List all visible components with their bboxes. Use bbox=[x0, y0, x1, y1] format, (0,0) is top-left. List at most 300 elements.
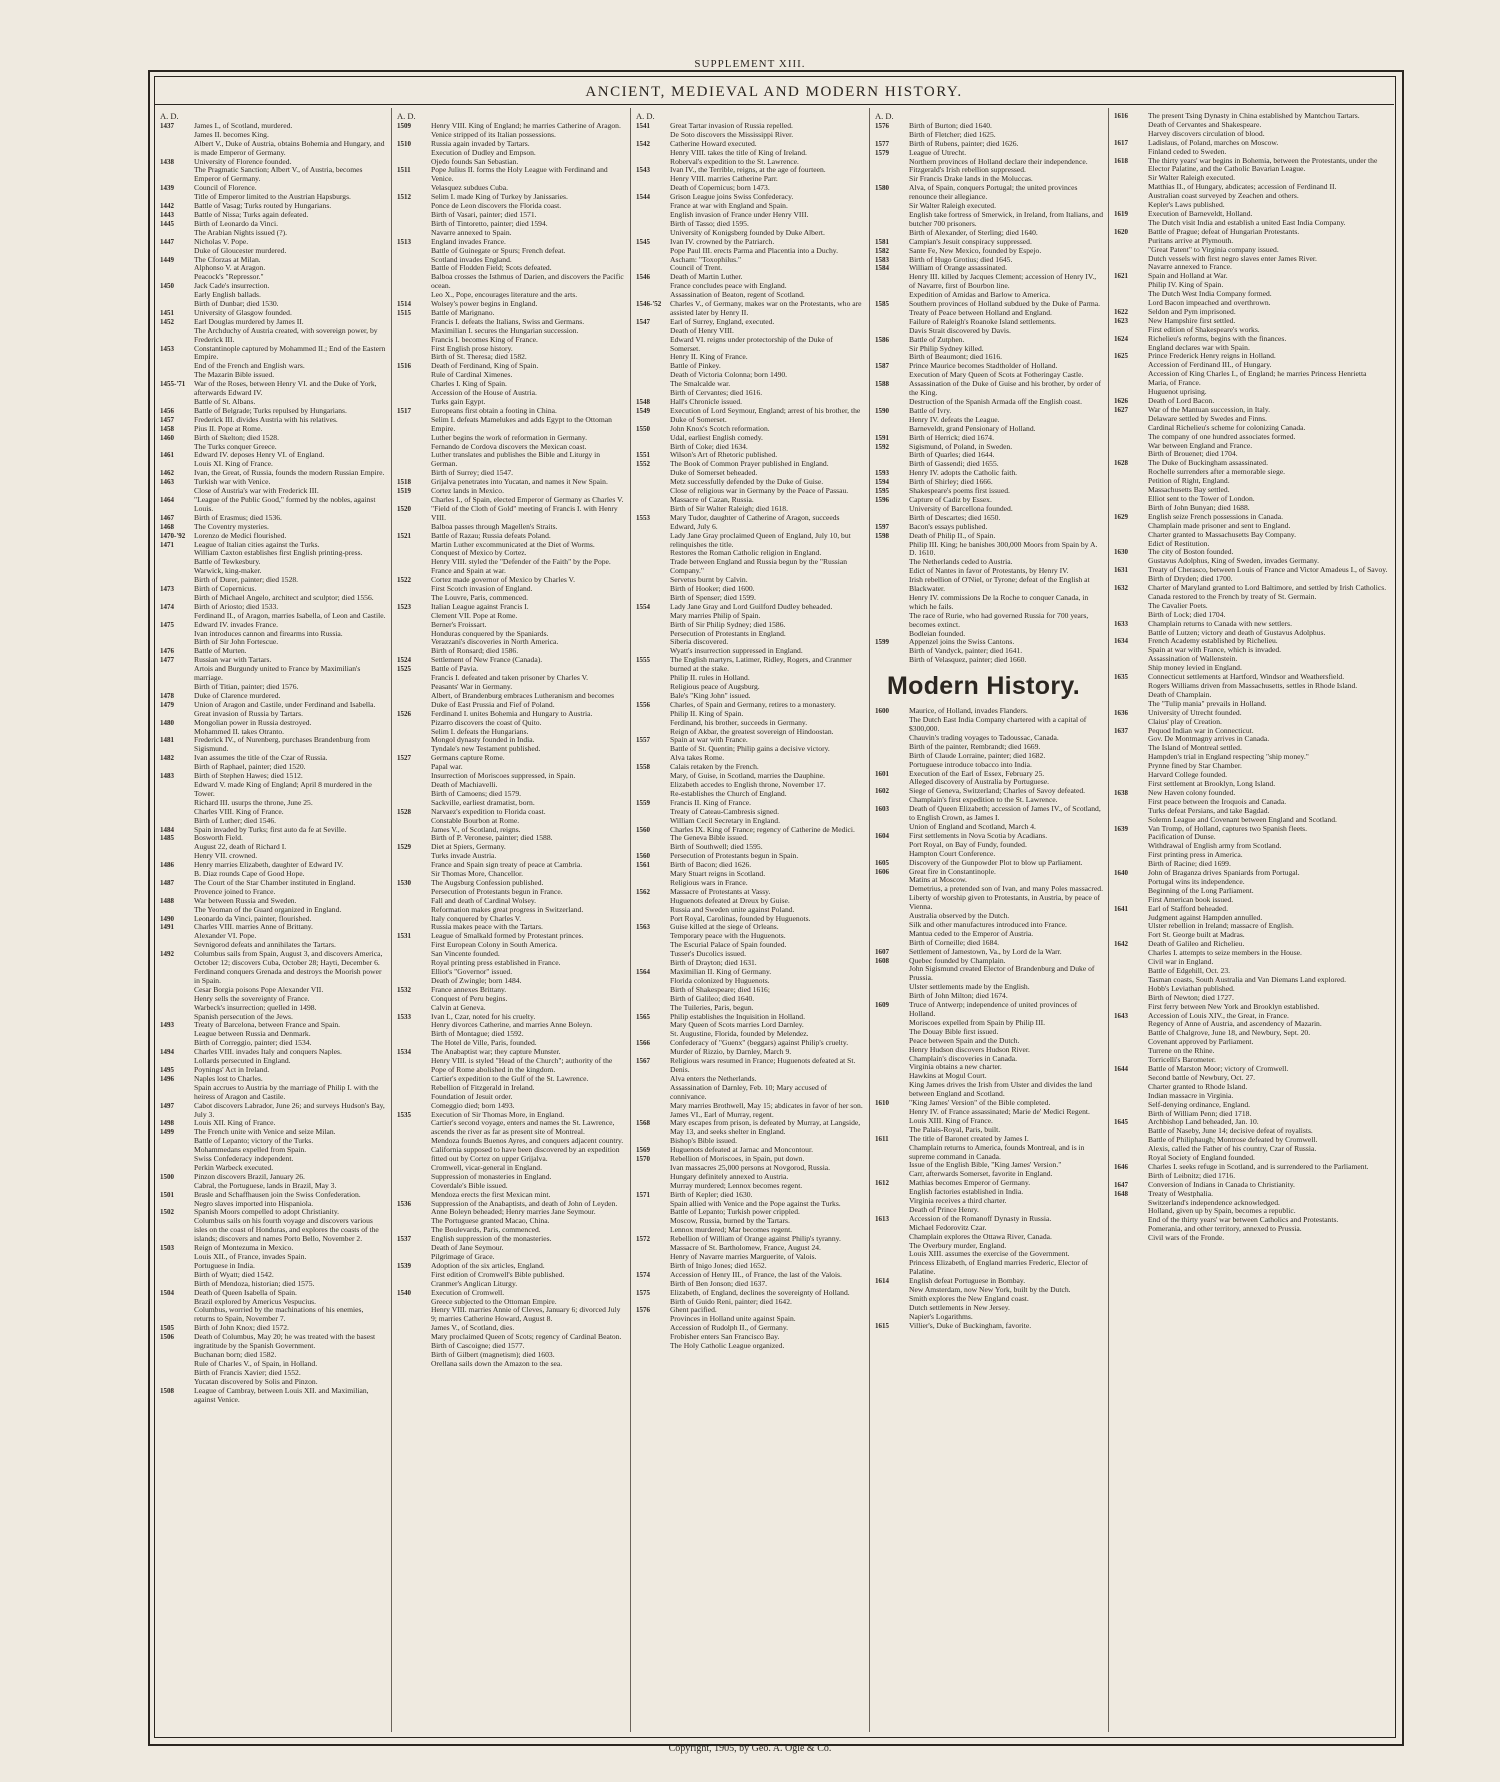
entry-year bbox=[397, 1075, 431, 1084]
entry-year: 1525 bbox=[397, 665, 411, 674]
entry-year bbox=[636, 1075, 670, 1084]
entry-year bbox=[397, 256, 431, 265]
entry-year bbox=[636, 834, 670, 843]
entry-text: Henry VIII. is styled "Head of the Church"; authority of the Pope of Rome abolished in the kingdom. bbox=[431, 1056, 613, 1074]
entry-text: Great fire in Constantinople. bbox=[909, 866, 996, 876]
entry-year bbox=[636, 469, 670, 478]
history-entry bbox=[1114, 157, 1388, 175]
entry-text: Pizarro discovers the coast of Quito. bbox=[431, 717, 542, 727]
entry-year: 1492 bbox=[160, 950, 174, 959]
entry-text: Charles I. seeks refuge in Scotland, and is surrendered to the Parliament. bbox=[1148, 1161, 1369, 1171]
entry-text: Sir Walter Raleigh executed. bbox=[909, 201, 996, 211]
entry-year: 1475 bbox=[160, 620, 174, 629]
entry-year: 1480 bbox=[160, 718, 174, 727]
entry-text: The Dutch East India Company chartered with a capital of $300,000. bbox=[909, 715, 1087, 733]
entry-year bbox=[875, 656, 909, 665]
entry-year: 1509 bbox=[397, 121, 411, 130]
entry-text: Southern provinces of Holland subdued by the Duke of Parma. bbox=[909, 299, 1101, 309]
entry-year: 1602 bbox=[875, 787, 889, 796]
entry-year: 1479 bbox=[160, 700, 174, 709]
entry-year bbox=[636, 532, 670, 550]
entry-text: Russian war with Tartars. bbox=[194, 655, 272, 665]
entry-year bbox=[1114, 486, 1148, 495]
entry-year: 1640 bbox=[1114, 869, 1128, 878]
entry-text: England declares war with Spain. bbox=[1148, 342, 1250, 352]
entry-text: Henry sells the sovereignty of France. bbox=[194, 993, 310, 1003]
entry-year bbox=[636, 959, 670, 968]
entry-year bbox=[875, 1046, 909, 1055]
entry-text: Brazil explored by Americus Vespucius. bbox=[194, 1296, 316, 1306]
entry-year: 1580 bbox=[875, 184, 889, 193]
entry-year bbox=[1114, 833, 1148, 842]
entry-year: 1587 bbox=[875, 362, 889, 371]
entry-text: Battle of Razau; Russia defeats Poland. bbox=[431, 530, 551, 540]
entry-text: Execution of Mary Queen of Scots at Fotheringay Castle. bbox=[909, 370, 1084, 380]
entry-text: League of Smalkald formed by Protestant princes. bbox=[431, 931, 584, 941]
entry-year bbox=[160, 1280, 194, 1289]
entry-text: Battle of Zutphen. bbox=[909, 334, 965, 344]
entry-text: Mohammedans expelled from Spain. bbox=[194, 1145, 307, 1155]
entry-text: Indian massacre in Virginia. bbox=[1148, 1090, 1234, 1100]
entry-text: University of Barcellona founded. bbox=[909, 503, 1013, 513]
entry-year bbox=[636, 175, 670, 184]
entry-year bbox=[875, 1259, 909, 1277]
entry-text: Birth of Velasquez, painter; died 1660. bbox=[909, 655, 1027, 665]
entry-year: 1470-'92 bbox=[160, 531, 186, 540]
entry-text: First edition of Cromwell's Bible published. bbox=[431, 1269, 565, 1279]
entry-year bbox=[1114, 842, 1148, 851]
entry-year bbox=[1114, 896, 1148, 905]
entry-year: 1548 bbox=[636, 398, 650, 406]
entry-text: Suppression of the Anabaptists, and death of John of Leyden. bbox=[431, 1198, 618, 1208]
entry-year bbox=[636, 612, 670, 621]
history-entry bbox=[875, 273, 1103, 291]
entry-text: Mendoza founds Buenos Ayres, and conquers adjacent country. bbox=[431, 1136, 624, 1146]
entry-text: Ivan assumes the title of the Czar of Russia. bbox=[194, 753, 328, 763]
entry-year bbox=[875, 558, 909, 567]
entry-text: Lady Jane Gray and Lord Guilford Dudley beheaded. bbox=[670, 601, 833, 611]
entry-year: 1461 bbox=[160, 451, 174, 460]
entry-text: Cranmer's Anglican Liturgy. bbox=[431, 1278, 518, 1288]
entry-text: Conquest of Mexico by Cortez. bbox=[431, 548, 527, 558]
entry-text: Hawkins at Mogul Court. bbox=[909, 1071, 987, 1081]
entry-year bbox=[875, 912, 909, 921]
column-year-header: A. D. bbox=[875, 112, 894, 121]
entry-text: Philip IV. King of Spain. bbox=[1148, 280, 1224, 290]
entry-text: Navarre annexed to France. bbox=[1148, 262, 1232, 272]
entry-year: 1511 bbox=[397, 166, 411, 175]
entry-year bbox=[636, 558, 670, 576]
entry-text: The French unite with Venice and seize Milan. bbox=[194, 1127, 336, 1137]
entry-year bbox=[875, 202, 909, 211]
entry-text: Philip II. rules in Holland. bbox=[670, 673, 750, 683]
entry-text: Death of Victoria Colonna; born 1490. bbox=[670, 370, 788, 380]
entry-year: 1554 bbox=[636, 602, 650, 611]
entry-text: Battle of Vasag; Turks routed by Hungarians. bbox=[194, 201, 332, 211]
entry-year bbox=[875, 291, 909, 300]
entry-text: The Cforzas at Milan. bbox=[194, 254, 261, 264]
entry-year: 1630 bbox=[1114, 548, 1128, 557]
entry-year: 1522 bbox=[397, 576, 411, 585]
entry-text: Udal, earliest English comedy. bbox=[670, 432, 763, 442]
entry-year: 1524 bbox=[397, 656, 411, 665]
entry-text: Treaty of Barcelona, between France and Spain. bbox=[194, 1020, 341, 1030]
entry-year: 1558 bbox=[636, 763, 650, 772]
entry-year: 1537 bbox=[397, 1235, 411, 1244]
entry-year bbox=[636, 1208, 670, 1217]
entry-text: New Haven colony founded. bbox=[1148, 787, 1236, 797]
entry-text: Birth of Guido Reni, painter; died 1642. bbox=[670, 1296, 792, 1306]
entry-year: 1576 bbox=[875, 121, 889, 130]
entry-text: War of the Mantuan succession, in Italy. bbox=[1148, 404, 1271, 414]
entry-text: Pope Paul III. erects Parma and Placentia into a Duchy. bbox=[670, 245, 838, 255]
entry-year bbox=[875, 353, 909, 362]
entry-year bbox=[636, 247, 670, 256]
entry-text: Delaware settled by Swedes and Finns. bbox=[1148, 413, 1267, 423]
entry-text: Sackville, earliest dramatist, born. bbox=[431, 797, 535, 807]
entry-year bbox=[160, 843, 194, 852]
entry-year bbox=[397, 950, 431, 959]
page-title: ANCIENT, MEDIEVAL AND MODERN HISTORY. bbox=[585, 84, 963, 100]
entry-year bbox=[1114, 1136, 1148, 1145]
history-entry bbox=[875, 612, 1103, 630]
entry-year: 1584 bbox=[875, 264, 889, 273]
entry-year bbox=[875, 1197, 909, 1206]
entry-text: Withdrawal of English army from Scotland. bbox=[1148, 841, 1282, 851]
entry-year bbox=[875, 131, 909, 140]
entry-text: Birth of Alexander, of Sterling; died 1640. bbox=[909, 227, 1038, 237]
history-entry bbox=[397, 505, 625, 523]
entry-year bbox=[397, 995, 431, 1004]
entry-year bbox=[397, 496, 431, 505]
entry-year bbox=[636, 1244, 670, 1253]
entry-text: Leo X., Pope, encourages literature and the arts. bbox=[431, 290, 578, 300]
entry-text: End of the French and English wars. bbox=[194, 361, 305, 371]
entry-text: Birth of Cervantes; died 1616. bbox=[670, 388, 763, 398]
entry-year: 1495 bbox=[160, 1065, 174, 1074]
entry-text: Hall's Chronicle issued. bbox=[670, 397, 743, 406]
entry-year bbox=[636, 184, 670, 193]
entry-year: 1501 bbox=[160, 1190, 174, 1199]
entry-text: Spain at war with France, which is invaded. bbox=[1148, 645, 1282, 655]
entry-year: 1639 bbox=[1114, 824, 1128, 833]
entry-text: Henry III. killed by Jacques Clement; accession of Henry IV., of Navarre, first of Bourbon line. bbox=[909, 272, 1097, 291]
entry-text: Spanish Moors compelled to adopt Christianity. bbox=[194, 1207, 340, 1217]
entry-text: The Mazarin Bible issued. bbox=[194, 370, 275, 380]
entry-text: Birth of Corneille; died 1684. bbox=[909, 937, 1000, 947]
entry-year bbox=[875, 1117, 909, 1126]
entry-text: Ferdinand, his brother, succeeds in Germany. bbox=[670, 717, 808, 727]
entry-text: Hobb's Leviathan published. bbox=[1148, 983, 1235, 993]
entry-year bbox=[636, 1030, 670, 1039]
entry-text: Grijalva penetrates into Yucatan, and names it New Spain. bbox=[431, 477, 608, 487]
entry-text: Napier's Logarithms. bbox=[909, 1311, 973, 1321]
entry-year: 1488 bbox=[160, 896, 174, 905]
entry-year: 1610 bbox=[875, 1099, 889, 1108]
history-entry bbox=[160, 166, 386, 184]
entry-year: 1532 bbox=[397, 985, 411, 994]
entry-year: 1455-'71 bbox=[160, 380, 186, 389]
entry-text: League of Italian cities against the Turks. bbox=[194, 539, 320, 549]
entry-year bbox=[636, 915, 670, 924]
entry-year bbox=[160, 291, 194, 300]
entry-text: Battle of Ivry. bbox=[909, 405, 952, 415]
entry-text: Charter granted to Rhode Island. bbox=[1148, 1081, 1248, 1091]
entry-year: 1452 bbox=[160, 317, 174, 326]
entry-text: First Scotch invasion of England. bbox=[431, 584, 533, 594]
entry-year bbox=[1114, 646, 1148, 655]
entry-text: Italy conquered by Charles V. bbox=[431, 913, 522, 923]
entry-year bbox=[636, 781, 670, 790]
entry-year bbox=[397, 416, 431, 434]
entry-year: 1615 bbox=[875, 1321, 889, 1330]
entry-year bbox=[875, 939, 909, 948]
entry-text: League between Russia and Denmark. bbox=[194, 1029, 311, 1039]
entry-text: Mary marries Brothwell, May 15; abdicates in favor of her son. bbox=[670, 1100, 863, 1110]
entry-year: 1539 bbox=[397, 1261, 411, 1270]
entry-text: Lord Bacon impeached and overthrown. bbox=[1148, 298, 1271, 308]
entry-year: 1596 bbox=[875, 495, 889, 504]
entry-year bbox=[397, 336, 431, 345]
entry-text: University of Utrecht founded. bbox=[1148, 707, 1242, 717]
entry-year bbox=[875, 1161, 909, 1170]
entry-text: Massacre of Protestants at Vassy. bbox=[670, 886, 771, 896]
entry-text: Sevnigorod defeats and annihilates the Tartars. bbox=[194, 940, 336, 950]
entry-year bbox=[875, 514, 909, 523]
entry-text: Lollards persecuted in England. bbox=[194, 1056, 291, 1066]
entry-text: Death of Machiavelli. bbox=[431, 779, 498, 789]
entry-year bbox=[636, 1048, 670, 1057]
entry-text: Calais retaken by the French. bbox=[670, 762, 759, 772]
entry-year bbox=[1114, 468, 1148, 477]
entry-year bbox=[636, 683, 670, 692]
entry-year bbox=[875, 1037, 909, 1046]
entry-text: Diet at Spiers, Germany. bbox=[431, 842, 506, 852]
entry-text: Assassination of Darnley, Feb. 10; Mary accused of connivance. bbox=[670, 1082, 828, 1101]
entry-year: 1636 bbox=[1114, 708, 1128, 717]
entry-year bbox=[160, 932, 194, 941]
entry-text: Louis XIII. King of France. bbox=[909, 1115, 993, 1125]
column-5 bbox=[1114, 112, 1388, 1732]
entry-year: 1622 bbox=[1114, 307, 1128, 316]
entry-text: Moriscoes expelled from Spain by Philip III. bbox=[909, 1017, 1046, 1027]
entry-year: 1512 bbox=[397, 193, 411, 202]
entry-text: Civil war in England. bbox=[1148, 957, 1214, 967]
entry-year bbox=[1114, 1127, 1148, 1136]
entry-text: Balboa crosses the Isthmus of Darien, and discovers the Pacific ocean. bbox=[431, 272, 624, 291]
entry-text: Prince Maurice becomes Stadtholder of Holland. bbox=[909, 361, 1058, 371]
entry-text: Birth of Galileo; died 1640. bbox=[670, 993, 755, 1003]
entry-year bbox=[397, 398, 431, 407]
entry-year bbox=[160, 229, 194, 238]
entry-year bbox=[875, 1108, 909, 1117]
entry-text: Mary escapes from prison, is defeated by Murray, at Langside, May 13, and seeks shelter in England. bbox=[670, 1118, 861, 1137]
entry-text: Philip establishes the Inquisition in Holland. bbox=[670, 1011, 805, 1021]
entry-text: Liberty of worship given to Protestants, in Austria, by peace of Vienna. bbox=[909, 893, 1101, 912]
entry-text: Francis I. defeated and taken prisoner by Charles V. bbox=[431, 673, 589, 683]
entry-text: Rebellion of William of Orange against Philip's tyranny. bbox=[670, 1234, 841, 1244]
entry-text: Birth of Newton; died 1727. bbox=[1148, 992, 1234, 1002]
entry-year bbox=[160, 799, 194, 808]
entry-year bbox=[636, 932, 670, 941]
entry-text: Henry IV. of France assassinated; Marie de' Medici Regent. bbox=[909, 1106, 1090, 1116]
entry-text: Birth of Dunbar; died 1530. bbox=[194, 299, 279, 309]
entry-text: First settlements in Nova Scotia by Acadians. bbox=[909, 830, 1048, 840]
entry-year bbox=[1114, 931, 1148, 940]
history-entry bbox=[875, 805, 1103, 823]
entry-text: Philip III. King; he banishes 300,000 Moors from Spain by A. D. 1610. bbox=[909, 539, 1098, 558]
entry-text: Battle of Belgrade; Turks repulsed by Hungarians. bbox=[194, 405, 347, 415]
entry-text: Ferdinand II., of Aragon, marries Isabella, of Leon and Castile. bbox=[194, 610, 386, 620]
entry-text: The Yeoman of the Guard organized in England. bbox=[194, 904, 342, 914]
entry-year: 1616 bbox=[1114, 112, 1128, 120]
entry-text: Cesar Borgia poisons Pope Alexander VII. bbox=[194, 984, 324, 994]
entry-text: Brasle and Schaffhausen join the Swiss Confederation. bbox=[194, 1189, 361, 1199]
entry-text: Australian coast surveyed by Zeachen and others. bbox=[1148, 191, 1299, 201]
entry-year bbox=[1114, 958, 1148, 967]
entry-text: Birth of Correggio, painter; died 1534. bbox=[194, 1038, 312, 1048]
entry-text: Birth of Ben Jonson; died 1637. bbox=[670, 1278, 768, 1288]
entry-year: 1642 bbox=[1114, 940, 1128, 949]
entry-year bbox=[397, 594, 431, 603]
title-divider bbox=[154, 104, 1394, 105]
entry-text: Port Royal, on Bay of Fundy, founded. bbox=[909, 839, 1027, 849]
entry-year: 1637 bbox=[1114, 726, 1128, 735]
entry-text: First American book issued. bbox=[1148, 894, 1234, 904]
entry-year bbox=[397, 834, 431, 843]
entry-year: 1456 bbox=[160, 406, 174, 415]
entry-text: Birth of Erasmus; died 1536. bbox=[194, 512, 282, 522]
entry-year bbox=[397, 541, 431, 550]
entry-year: 1643 bbox=[1114, 1011, 1128, 1020]
entry-year: 1605 bbox=[875, 858, 889, 867]
entry-text: English take fortress of Smerwick, in Ireland, from Italians, and butcher 700 prisoners. bbox=[909, 209, 1103, 228]
entry-text: Settlement of Jamestown, Va., by Lord de la Warr. bbox=[909, 946, 1062, 956]
history-entry bbox=[160, 1084, 386, 1102]
entry-text: Verazzani's discoveries in North America. bbox=[431, 637, 559, 647]
entry-year bbox=[1114, 504, 1148, 513]
entry-year: 1623 bbox=[1114, 316, 1128, 325]
entry-text: Bacon's essays published. bbox=[909, 521, 988, 531]
entry-text: Swiss Confederacy independent. bbox=[194, 1154, 294, 1164]
entry-year bbox=[160, 683, 194, 692]
entry-year bbox=[397, 647, 431, 656]
entry-text: English suppression of the monasteries. bbox=[431, 1234, 552, 1244]
entry-text: Siege of Geneva, Switzerland; Charles of Savoy defeated. bbox=[909, 786, 1086, 796]
entry-year: 1515 bbox=[397, 308, 411, 317]
entry-year bbox=[636, 505, 670, 514]
entry-year: 1595 bbox=[875, 487, 889, 496]
entry-year bbox=[1114, 575, 1148, 584]
entry-text: Appenzel joins the Swiss Cantons. bbox=[909, 637, 1015, 647]
entry-text: Birth of William Penn; died 1718. bbox=[1148, 1108, 1252, 1118]
entry-year bbox=[160, 1200, 194, 1209]
entry-text: Constable Bourbon at Rome. bbox=[431, 815, 520, 825]
entry-text: The Cavalier Poets. bbox=[1148, 600, 1208, 610]
entry-text: Martin Luther excommunicated at the Diet of Worms. bbox=[431, 539, 595, 549]
entry-text: Execution of Cromwell. bbox=[431, 1287, 505, 1297]
entry-text: Ivan introduces cannon and firearms into Russia. bbox=[194, 628, 343, 638]
entry-text: Accession of Louis XIV., the Great, in France. bbox=[1148, 1010, 1289, 1020]
history-entry bbox=[397, 692, 625, 710]
entry-text: Luther begins the work of reformation in Germany. bbox=[431, 432, 587, 442]
entry-text: Birth of John Milton; died 1674. bbox=[909, 991, 1008, 1001]
entry-year: 1565 bbox=[636, 1012, 650, 1021]
entry-text: Cartier's second voyage, enters and names the St. Lawrence, ascends the river as far as present site of Montreal. bbox=[431, 1118, 615, 1137]
entry-text: Birth of Coke; died 1634. bbox=[670, 441, 748, 451]
entry-year: 1458 bbox=[160, 424, 174, 433]
entry-text: The Geneva Bible issued. bbox=[670, 833, 749, 843]
entry-text: The Duke of Buckingham assassinated. bbox=[1148, 458, 1268, 468]
entry-text: France and Spain at war. bbox=[431, 566, 506, 576]
entry-text: Canada restored to the French by treaty of St. Germain. bbox=[1148, 591, 1317, 601]
entry-text: Birth of Leibnitz; died 1716. bbox=[1148, 1170, 1236, 1180]
entry-year bbox=[1114, 994, 1148, 1003]
entry-year bbox=[397, 1146, 431, 1164]
entry-year bbox=[397, 621, 431, 630]
entry-text: Execution of Dudley and Empson. bbox=[431, 147, 536, 157]
entry-text: Execution of Barneveldt, Holland. bbox=[1148, 208, 1253, 218]
entry-text: Birth of Southwell; died 1595. bbox=[670, 842, 763, 852]
entry-text: Sante Fe, New Mexico, founded by Espejo. bbox=[909, 245, 1042, 255]
entry-year bbox=[397, 1351, 431, 1360]
entry-year bbox=[160, 166, 194, 184]
entry-year bbox=[875, 841, 909, 850]
entry-year bbox=[160, 906, 194, 915]
entry-year: 1641 bbox=[1114, 904, 1128, 913]
entry-text: Francis I. defeats the Italians, Swiss and Germans. bbox=[431, 316, 585, 326]
entry-text: Duke of Clarence murdered. bbox=[194, 690, 281, 700]
entry-year bbox=[875, 1242, 909, 1251]
column-divider bbox=[391, 108, 392, 1732]
entry-text: Peasants' War in Germany. bbox=[431, 682, 513, 691]
entry-text: Reformation makes great progress in Switzerland. bbox=[431, 904, 584, 914]
entry-text: The race of Rurie, who had governed Russia for 700 years, becomes extinct. bbox=[909, 610, 1089, 629]
entry-year: 1477 bbox=[160, 656, 174, 665]
entry-year bbox=[397, 897, 431, 906]
entry-text: St. Augustine, Florida, founded by Melendez. bbox=[670, 1029, 809, 1039]
entry-year bbox=[397, 736, 431, 745]
entry-year bbox=[160, 1369, 194, 1378]
entry-year bbox=[1114, 1172, 1148, 1181]
entry-text: England invades France. bbox=[431, 236, 506, 246]
entry-year bbox=[397, 229, 431, 238]
entry-text: Bale's "King John" issued. bbox=[670, 690, 751, 700]
entry-year: 1530 bbox=[397, 878, 411, 887]
entry-text: Siberia discovered. bbox=[670, 637, 729, 647]
entry-year bbox=[636, 220, 670, 229]
entry-year bbox=[160, 1306, 194, 1324]
entry-year: 1562 bbox=[636, 887, 650, 896]
entry-year: 1611 bbox=[875, 1134, 889, 1143]
entry-year bbox=[160, 1360, 194, 1369]
entry-year bbox=[160, 781, 194, 799]
entry-text: Birth of Fletcher; died 1625. bbox=[909, 129, 996, 139]
entry-text: Champlain returns to America, founds Montreal, and is in supreme command in Canada. bbox=[909, 1142, 1085, 1161]
entry-year bbox=[636, 1084, 670, 1102]
entry-text: Australia observed by the Dutch. bbox=[909, 911, 1010, 921]
entry-year: 1468 bbox=[160, 522, 174, 531]
entry-year bbox=[160, 1155, 194, 1164]
entry-text: War of the Roses, between Henry VI. and the Duke of York, afterwards Edward IV. bbox=[194, 379, 377, 398]
entry-text: Albert V., Duke of Austria, obtains Bohemia and Hungary, and is made Emperor of Germany. bbox=[194, 138, 385, 157]
entry-year bbox=[1114, 388, 1148, 397]
entry-year bbox=[636, 549, 670, 558]
entry-year bbox=[875, 761, 909, 770]
entry-year bbox=[636, 1333, 670, 1342]
entry-text: Reign of Montezuma in Mexico. bbox=[194, 1243, 294, 1253]
entry-text: Battle of Tewkesbury. bbox=[194, 557, 261, 567]
